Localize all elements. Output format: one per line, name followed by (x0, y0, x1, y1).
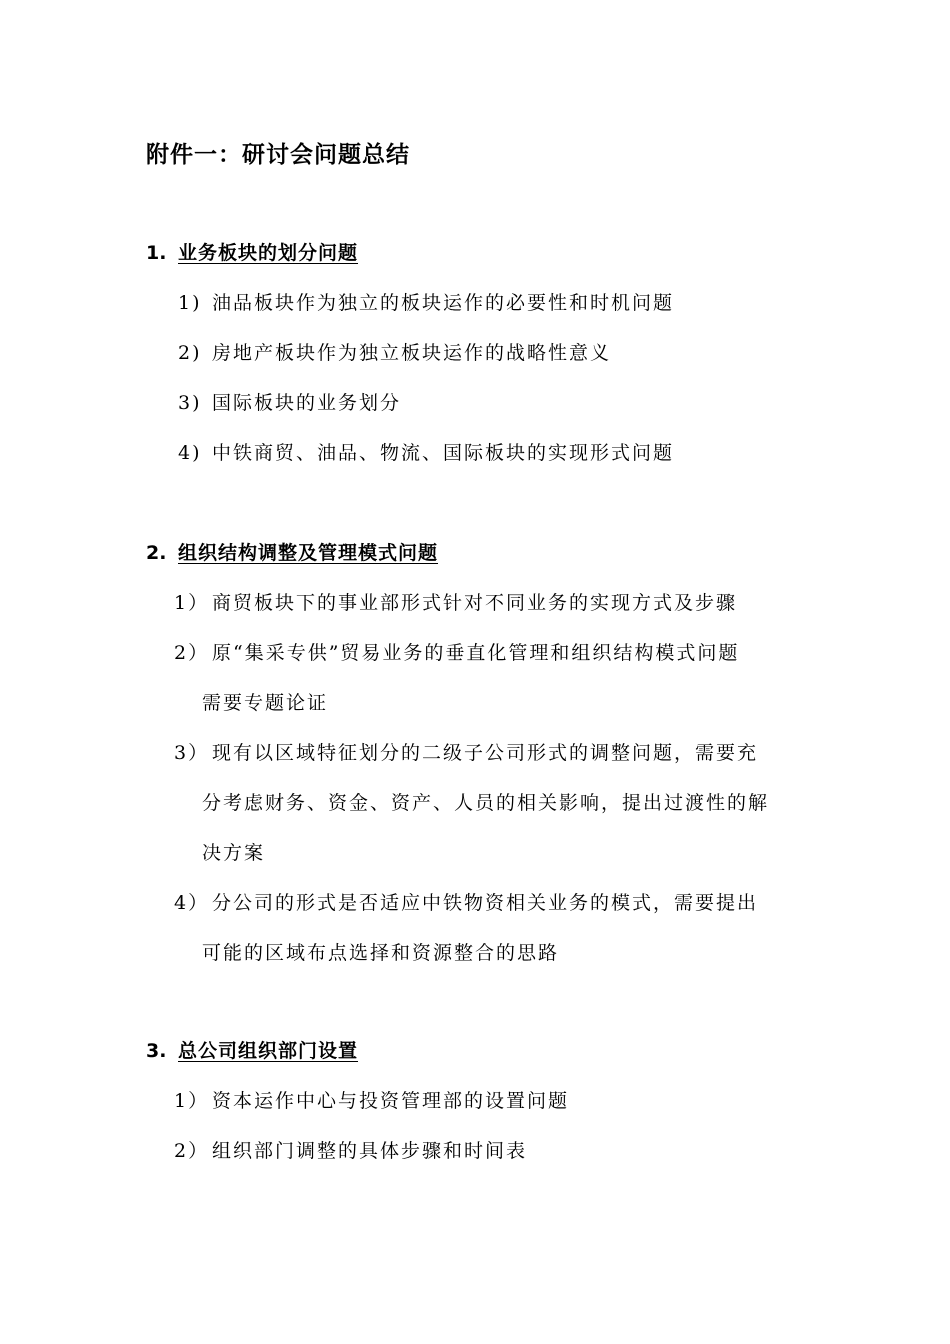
item-number: 4） (174, 892, 210, 914)
item-text: 国际板块的业务划分 (212, 392, 402, 414)
section-title: 总公司组织部门设置 (178, 1040, 359, 1062)
item-continuation: 可能的区域布点选择和资源整合的思路 (202, 942, 560, 964)
section-title: 组织结构调整及管理模式问题 (178, 542, 439, 564)
item-text: 商贸板块下的事业部形式针对不同业务的实现方式及步骤 (212, 592, 738, 614)
section-title: 业务板块的划分问题 (178, 242, 359, 264)
item-number: 2） (174, 642, 210, 664)
list-item (178, 338, 611, 365)
item-text: 资本运作中心与投资管理部的设置问题 (212, 1090, 570, 1112)
list-item (178, 288, 674, 315)
section-number: 1. (146, 242, 167, 264)
item-text: 房地产板块作为独立板块运作的战略性意义 (212, 342, 612, 364)
item-text: 中铁商贸、油品、物流、国际板块的实现形式问题 (212, 442, 675, 464)
list-item (174, 738, 758, 765)
list-item (174, 638, 739, 665)
item-text: 分公司的形式是否适应中铁物资相关业务的模式，需要提出 (212, 892, 759, 914)
section-3-heading (146, 1036, 358, 1063)
item-text: 油品板块作为独立的板块运作的必要性和时机问题 (212, 292, 675, 314)
item-number: 3） (174, 742, 210, 764)
list-item (174, 1086, 569, 1113)
item-text: 组织部门调整的具体步骤和时间表 (212, 1140, 528, 1162)
item-continuation: 分考虑财务、资金、资产、人员的相关影响，提出过渡性的解 (202, 792, 770, 814)
item-number: 1) (178, 292, 202, 314)
item-number: 1） (174, 592, 210, 614)
item-text: 现有以区域特征划分的二级子公司形式的调整问题，需要充 (212, 742, 759, 764)
item-number: 3) (178, 392, 202, 414)
item-text: 原“集采专供”贸易业务的垂直化管理和组织结构模式问题 (212, 642, 740, 664)
list-item (174, 588, 737, 615)
section-number: 2. (146, 542, 167, 564)
list-item (178, 388, 401, 415)
section-1-heading (146, 238, 358, 265)
list-item (174, 888, 758, 915)
item-continuation: 决方案 (202, 842, 266, 864)
item-number: 1） (174, 1090, 210, 1112)
item-number: 2） (174, 1140, 210, 1162)
item-number: 2) (178, 342, 202, 364)
page-title: 附件一：研讨会问题总结 (146, 142, 410, 168)
item-number: 4) (178, 442, 202, 464)
list-item (174, 1136, 527, 1163)
item-continuation: 需要专题论证 (202, 692, 329, 714)
section-number: 3. (146, 1040, 167, 1062)
section-2-heading (146, 538, 438, 565)
list-item (178, 438, 674, 465)
